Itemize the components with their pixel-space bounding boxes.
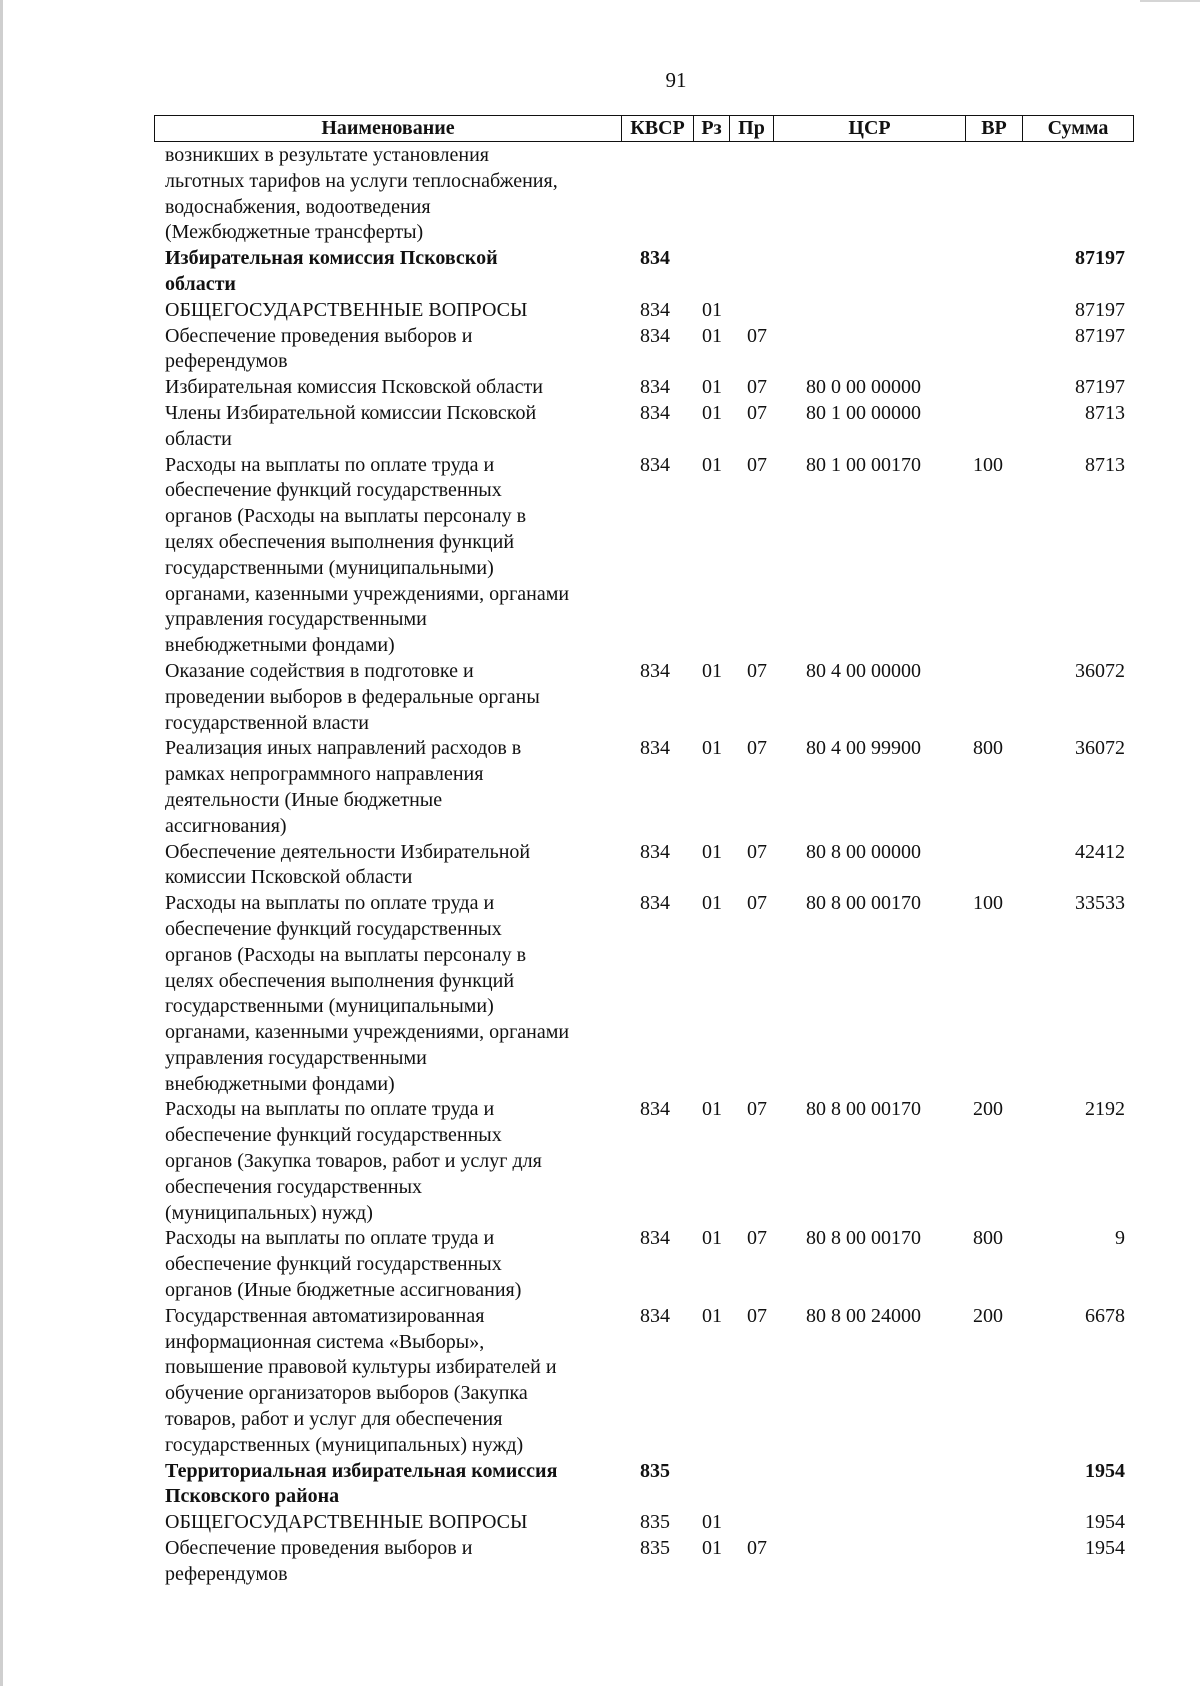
row-pr: 07: [747, 737, 767, 760]
row-kvsr: 834: [640, 1227, 670, 1250]
row-rz: 01: [702, 840, 722, 863]
row-sum: 36072: [1075, 659, 1125, 682]
row-vr: 100: [973, 453, 1003, 476]
row-name: Обеспечение проведения выборов и референдумов: [165, 1537, 473, 1585]
row-csr: 80 8 00 24000: [806, 1304, 921, 1327]
row-name: Избирательная комиссия Псковской области: [165, 376, 543, 399]
row-pr: 07: [747, 1537, 767, 1560]
header-name: Наименование: [155, 116, 622, 141]
table-row: [165, 736, 1125, 839]
row-name: Расходы на выплаты по оплате труда и обеспечение функций государственных органов (Расходы на выплаты персоналу в целях обеспечения выполнения функций государственными (муниципальными) органами, казенными учреждениями, органами управления государственными внебюджетными фондами): [165, 453, 570, 657]
table-row: [165, 246, 1125, 298]
header-sum: Сумма: [1047, 117, 1109, 139]
row-pr: 07: [747, 840, 767, 863]
row-pr: 07: [747, 401, 767, 424]
table-row: [165, 1097, 1125, 1226]
row-sum: 1954: [1085, 1511, 1125, 1534]
row-sum: 87197: [1075, 324, 1125, 347]
row-rz: 01: [702, 298, 722, 321]
table-row: [165, 143, 1125, 246]
header-csr: ЦСР: [774, 116, 966, 141]
row-csr: 80 1 00 00000: [806, 401, 921, 424]
row-name: Расходы на выплаты по оплате труда и обеспечение функций государственных органов (Иные бюджетные ассигнования): [165, 1227, 522, 1302]
table-row: [165, 1226, 1125, 1303]
table-row: [165, 298, 1125, 324]
row-pr: 07: [747, 659, 767, 682]
row-csr: 80 8 00 00000: [806, 840, 921, 863]
row-sum: 87197: [1075, 376, 1125, 399]
row-kvsr: 834: [640, 892, 670, 915]
row-name: Обеспечение деятельности Избирательной комиссии Псковской области: [165, 840, 531, 889]
row-rz: 01: [702, 376, 722, 399]
row-pr: 07: [747, 376, 767, 399]
row-rz: 01: [702, 324, 722, 347]
row-sum: 1954: [1085, 1459, 1125, 1482]
row-kvsr: 834: [640, 247, 670, 270]
row-sum: 36072: [1075, 737, 1125, 760]
row-sum: 6678: [1085, 1304, 1125, 1327]
row-sum: 1954: [1085, 1537, 1125, 1560]
row-kvsr: 834: [640, 1304, 670, 1327]
page-number: 91: [665, 68, 687, 92]
header-rz: Рз: [694, 116, 730, 141]
row-rz: 01: [702, 1511, 722, 1534]
table-header: [154, 115, 1134, 142]
header-pr: Пр: [730, 116, 774, 141]
row-rz: 01: [702, 1304, 722, 1327]
row-rz: 01: [702, 737, 722, 760]
row-csr: 80 1 00 00170: [806, 453, 921, 476]
row-kvsr: 835: [640, 1459, 670, 1482]
row-kvsr: 835: [640, 1511, 670, 1534]
row-csr: 80 4 00 99900: [806, 737, 921, 760]
row-pr: 07: [747, 892, 767, 915]
header-kvsr: КВСР: [622, 116, 694, 141]
row-pr: 07: [747, 453, 767, 476]
row-name: Члены Избирательной комиссии Псковской области: [165, 401, 537, 450]
row-name: возникших в результате установления льготных тарифов на услуги теплоснабжения, водоснабжения, водоотведения (Межбюджетные трансферты): [165, 144, 558, 244]
table-row: [165, 324, 1125, 376]
row-kvsr: 834: [640, 1098, 670, 1121]
row-name: Государственная автоматизированная информационная система «Выборы», повышение правовой культуры избирателей и обучение организаторов выборов (Закупка товаров, работ и услуг для обеспечения государственных (муниципальных) нужд): [165, 1304, 557, 1456]
row-vr: 100: [973, 892, 1003, 915]
row-kvsr: 834: [640, 376, 670, 399]
row-vr: 800: [973, 1227, 1003, 1250]
row-kvsr: 834: [640, 298, 670, 321]
table-row: [165, 401, 1125, 453]
row-rz: 01: [702, 1227, 722, 1250]
scan-edge-top: [1140, 0, 1200, 2]
table-row: [165, 1510, 1125, 1536]
row-rz: 01: [702, 892, 722, 915]
row-kvsr: 834: [640, 737, 670, 760]
row-vr: 200: [973, 1304, 1003, 1327]
row-kvsr: 834: [640, 324, 670, 347]
row-sum: 2192: [1085, 1098, 1125, 1121]
row-kvsr: 834: [640, 401, 670, 424]
row-kvsr: 834: [640, 840, 670, 863]
table-row: [165, 1459, 1125, 1511]
row-pr: 07: [747, 1227, 767, 1250]
row-csr: 80 8 00 00170: [806, 1098, 921, 1121]
row-rz: 01: [702, 1537, 722, 1560]
row-sum: 33533: [1075, 892, 1125, 915]
row-pr: 07: [747, 324, 767, 347]
row-rz: 01: [702, 659, 722, 682]
row-pr: 07: [747, 1098, 767, 1121]
row-sum: 9: [1115, 1227, 1125, 1250]
row-kvsr: 834: [640, 659, 670, 682]
row-name: Избирательная комиссия Псковской области: [165, 247, 498, 295]
table-row: [165, 453, 1125, 659]
row-sum: 87197: [1075, 247, 1125, 270]
row-sum: 8713: [1085, 401, 1125, 424]
row-name: Расходы на выплаты по оплате труда и обеспечение функций государственных органов (Расходы на выплаты персоналу в целях обеспечения выполнения функций государственными (муниципальными) органами, казенными учреждениями, органами управления государственными внебюджетными фондами): [165, 892, 570, 1095]
table-body: [165, 143, 1125, 1588]
table-row: [165, 840, 1125, 892]
row-sum: 87197: [1075, 298, 1125, 321]
scan-edge-left: [0, 0, 3, 1686]
row-kvsr: 834: [640, 453, 670, 476]
row-csr: 80 4 00 00000: [806, 659, 921, 682]
row-name: Расходы на выплаты по оплате труда и обеспечение функций государственных органов (Закупка товаров, работ и услуг для обеспечения государственных (муниципальных) нужд): [165, 1098, 542, 1224]
row-rz: 01: [702, 453, 722, 476]
table-row: [165, 1304, 1125, 1459]
row-kvsr: 835: [640, 1537, 670, 1560]
row-name: ОБЩЕГОСУДАРСТВЕННЫЕ ВОПРОСЫ: [165, 298, 528, 321]
row-csr: 80 0 00 00000: [806, 376, 921, 399]
row-sum: 42412: [1075, 840, 1125, 863]
row-name: Обеспечение проведения выборов и референдумов: [165, 324, 473, 373]
row-name: Реализация иных направлений расходов в рамках непрограммного направления деятельности (Иные бюджетные ассигнования): [165, 737, 522, 837]
row-csr: 80 8 00 00170: [806, 1227, 921, 1250]
row-vr: 800: [973, 737, 1003, 760]
table-row: [165, 891, 1125, 1097]
row-rz: 01: [702, 1098, 722, 1121]
table-row: [165, 659, 1125, 736]
row-name: ОБЩЕГОСУДАРСТВЕННЫЕ ВОПРОСЫ: [165, 1511, 528, 1534]
row-name: Территориальная избирательная комиссия Псковского района: [165, 1459, 558, 1508]
row-name: Оказание содействия в подготовке и проведении выборов в федеральные органы государственной власти: [165, 659, 540, 734]
table-row: [165, 1536, 1125, 1588]
row-pr: 07: [747, 1304, 767, 1327]
row-csr: 80 8 00 00170: [806, 892, 921, 915]
header-vr: ВР: [966, 116, 1023, 141]
table-row: [165, 375, 1125, 401]
row-sum: 8713: [1085, 453, 1125, 476]
row-rz: 01: [702, 401, 722, 424]
row-vr: 200: [973, 1098, 1003, 1121]
